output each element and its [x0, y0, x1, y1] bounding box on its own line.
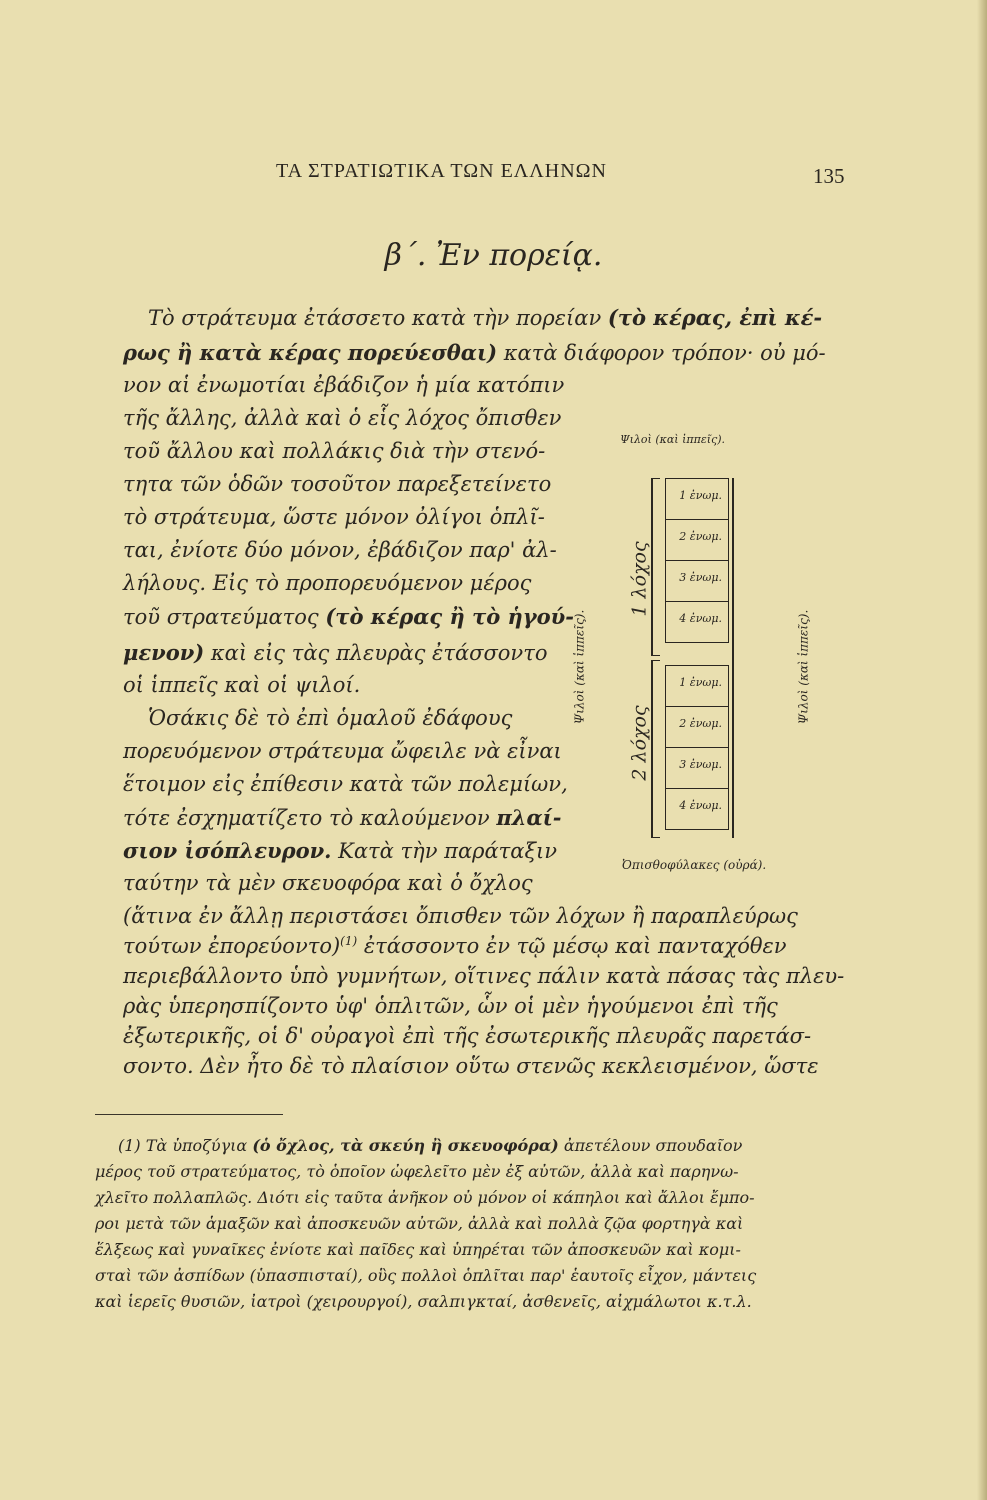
body-line: ἐξωτερικῆς, οἱ δ' οὐραγοὶ ἐπὶ τῆς ἐσωτερικῆς πλευρᾶς παρετάσ- — [123, 1024, 812, 1048]
enomotia-label: 2 ἐνωμ. — [679, 717, 722, 730]
enomotia-label: 1 ἐνωμ. — [679, 676, 722, 689]
text-run: Κατὰ τὴν παράταξιν — [331, 839, 558, 863]
enomotia-box — [666, 748, 728, 789]
diagram-bottom-label: Ὀπισθοφύλακες (οὐρά). — [622, 858, 767, 872]
body-line: ται, ἐνίοτε δύο μόνον, ἐβάδιζον παρ' ἀλ- — [123, 538, 557, 562]
body-line: Ὁσάκις δὲ τὸ ἐπὶ ὁμαλοῦ ἐδάφους — [148, 706, 513, 730]
diagram-bracket-2 — [651, 660, 660, 838]
enomotia-box — [666, 789, 728, 829]
diagram-right-rail — [732, 478, 734, 838]
enomotia-label: 3 ἐνωμ. — [679, 571, 722, 584]
diagram-lochos-2-label: 2 λόχος — [628, 705, 651, 781]
page-spine-shadow — [977, 0, 987, 1500]
footnote-rule — [95, 1114, 283, 1115]
bold-term: μενον) — [123, 640, 205, 665]
page-number: 135 — [813, 164, 845, 188]
body-line — [123, 805, 562, 830]
body-line: (ἅτινα ἐν ἄλλῃ περιστάσει ὄπισθεν τῶν λόχων ἢ παραπλεύρως — [123, 904, 798, 928]
footnote-line: σταὶ τῶν ἀσπίδων (ὑπασπισταί), οὓς πολλοὶ ὁπλῖται παρ' ἑαυτοῖς εἶχον, μάντεις — [95, 1266, 757, 1285]
enomotia-box — [666, 666, 728, 707]
footnote-line — [118, 1136, 742, 1155]
enomotia-box — [666, 602, 728, 642]
body-line — [123, 838, 557, 863]
text-run: τοῦ στρατεύματος — [123, 605, 326, 629]
footnote-line: καὶ ἱερεῖς θυσιῶν, ἰατροὶ (χειρουργοί), σαλπιγκταί, ἀσθενεῖς, αἰχμάλωτοι κ.τ.λ. — [95, 1292, 752, 1311]
body-line: τὸ στράτευμα, ὥστε μόνον ὀλίγοι ὁπλῖ- — [123, 505, 545, 529]
enomotia-box — [666, 479, 728, 520]
diagram-bracket-1 — [651, 478, 660, 656]
body-line: πορευόμενον στράτευμα ὤφειλε νὰ εἶναι — [123, 739, 562, 763]
footnote-line: χλεῖτο πολλαπλῶς. Διότι εἰς ταῦτα ἀνῆκον οὐ μόνον οἱ κάπηλοι καὶ ἄλλοι ἔμπο- — [95, 1188, 755, 1207]
body-line: τῆς ἄλλης, ἀλλὰ καὶ ὁ εἷς λόχος ὄπισθεν — [123, 406, 562, 430]
text-run: (1) Τὰ ὑποζύγια — [118, 1136, 253, 1155]
text-run: Τὸ στράτευμα ἐτάσσετο κατὰ τὴν πορείαν — [148, 306, 608, 330]
body-line: ἕτοιμον εἰς ἐπίθεσιν κατὰ τῶν πολεμίων, — [123, 772, 568, 796]
text-run: τούτων ἐπορεύοντο) — [123, 934, 341, 958]
body-line: ρὰς ὑπερησπίζοντο ὑφ' ὁπλιτῶν, ὧν οἱ μὲν ἡγούμενοι ἐπὶ τῆς — [123, 994, 778, 1018]
diagram-lochos-1-label: 1 λόχος — [628, 541, 651, 617]
body-line: νον αἱ ἐνωμοτίαι ἐβάδιζον ἡ μία κατόπιν — [123, 373, 565, 397]
text-run: τότε ἐσχηματίζετο τὸ καλούμενον — [123, 806, 497, 830]
footnote-line: ἕλξεως καὶ γυναῖκες ἐνίοτε καὶ παῖδες καὶ ὑπηρέται τῶν ἀποσκευῶν καὶ κομι- — [95, 1240, 741, 1259]
diagram-lochos-1-group — [665, 478, 729, 643]
body-line: σοντο. Δὲν ἦτο δὲ τὸ πλαίσιον οὕτω στενῶς κεκλεισμένον, ὥστε — [123, 1054, 819, 1078]
enomotia-label: 3 ἐνωμ. — [679, 758, 722, 771]
footnote-line: ροι μετὰ τῶν ἁμαξῶν καὶ ἀποσκευῶν αὐτῶν, ἀλλὰ καὶ πολλὰ ζῷα φορτηγὰ καὶ — [95, 1214, 744, 1233]
body-line: οἱ ἱππεῖς καὶ οἱ ψιλοί. — [123, 673, 361, 697]
enomotia-box — [666, 520, 728, 561]
footnote-ref: (1) — [340, 934, 358, 948]
enomotia-label: 1 ἐνωμ. — [679, 489, 722, 502]
body-line — [148, 305, 822, 330]
body-line — [123, 340, 826, 365]
body-line: περιεβάλλοντο ὑπὸ γυμνήτων, οἵτινες πάλιν κατὰ πάσας τὰς πλευ- — [123, 964, 845, 988]
enomotia-label: 4 ἐνωμ. — [679, 799, 722, 812]
text-run: ἀπετέλουν σπουδαῖον — [558, 1136, 743, 1155]
diagram-top-label: Ψιλοὶ (καὶ ἱππεῖς). — [620, 433, 726, 446]
body-line: ταύτην τὰ μὲν σκευοφόρα καὶ ὁ ὄχλος — [123, 871, 533, 895]
bold-term: σιον ἰσόπλευρον. — [123, 838, 332, 863]
body-line — [123, 640, 547, 665]
diagram-lochos-2-group — [665, 665, 729, 830]
body-line — [123, 934, 787, 958]
text-run: καὶ εἰς τὰς πλευρὰς ἐτάσσοντο — [204, 641, 548, 665]
section-title: β΄. Ἐν πορείᾳ. — [384, 238, 603, 273]
march-formation-diagram — [560, 420, 830, 880]
enomotia-box — [666, 561, 728, 602]
running-head: ΤΑ ΣΤΡΑΤΙΩΤΙΚΑ ΤΩΝ ΕΛΛΗΝΩΝ — [276, 160, 607, 182]
body-line: τοῦ ἄλλου καὶ πολλάκις διὰ τὴν στενό- — [123, 439, 546, 463]
bold-term: (τὸ κέρας ἢ τὸ ἡγού- — [325, 604, 574, 629]
body-line: λήλους. Εἰς τὸ προπορευόμενον μέρος — [123, 571, 532, 595]
body-line — [123, 604, 574, 629]
bold-term: πλαί- — [496, 805, 562, 830]
enomotia-label: 2 ἐνωμ. — [679, 530, 722, 543]
enomotia-label: 4 ἐνωμ. — [679, 612, 722, 625]
footnote-line: μέρος τοῦ στρατεύματος, τὸ ὁποῖον ὠφελεῖτο μὲν ἐξ αὐτῶν, ἀλλὰ καὶ παρηνω- — [95, 1162, 739, 1181]
diagram-right-side-label: Ψιλοὶ (καὶ ἱππεῖς). — [796, 609, 811, 725]
diagram-left-side-label: Ψιλοὶ (καὶ ἱππεῖς). — [572, 609, 587, 725]
text-run: κατὰ διάφορον τρόπον· οὐ μό- — [497, 341, 826, 365]
bold-term: ρως ἢ κατὰ κέρας πορεύεσθαι) — [123, 340, 498, 365]
bold-term: (ὁ ὄχλος, τὰ σκεύη ἢ σκευοφόρα) — [252, 1136, 559, 1155]
body-line: τητα τῶν ὁδῶν τοσοῦτον παρεξετείνετο — [123, 472, 552, 496]
text-run: ἐτάσσοντο ἐν τῷ μέσῳ καὶ πανταχόθεν — [357, 934, 787, 958]
bold-term: (τὸ κέρας, ἐπὶ κέ- — [607, 305, 823, 330]
enomotia-box — [666, 707, 728, 748]
